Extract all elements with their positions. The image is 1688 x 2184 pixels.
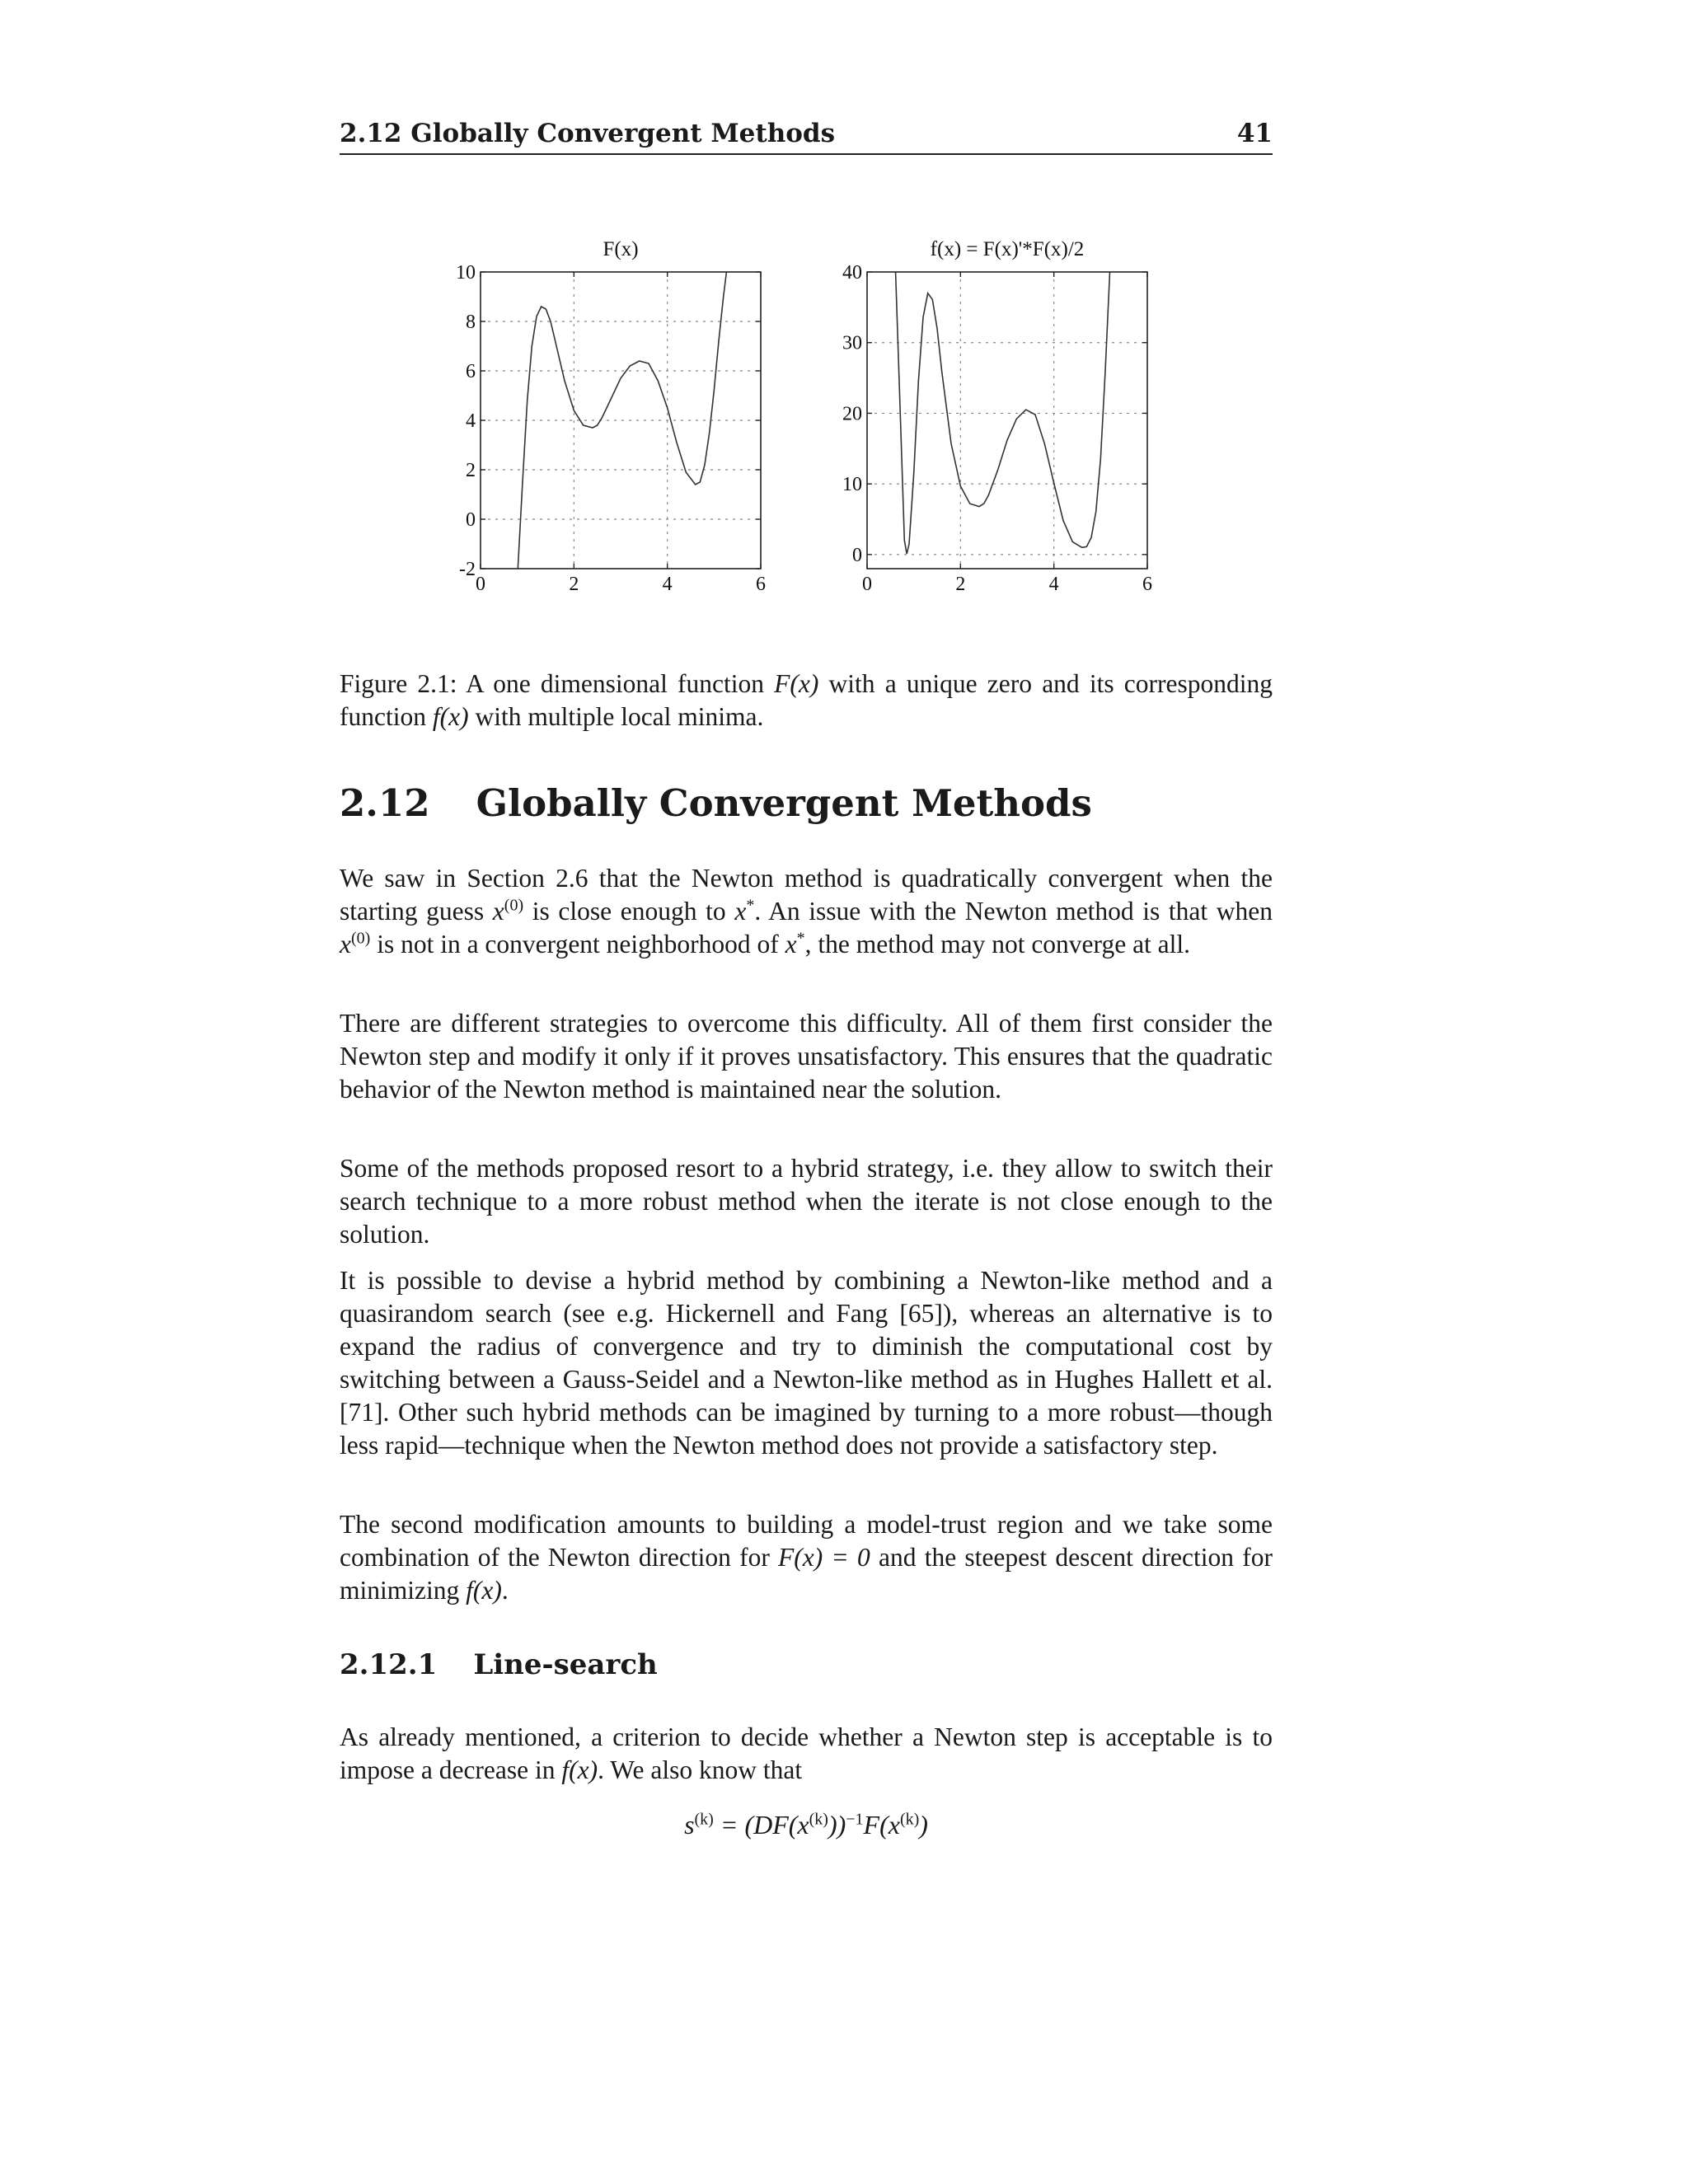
- paragraph-text: The second modification amounts to building a model-trust region and we take some combination of the Newton direction for: [340, 1510, 1273, 1572]
- inline-math: x: [492, 897, 504, 926]
- running-head-title: 2.12 Globally Convergent Methods: [340, 119, 836, 148]
- subsection-number: 2.12.1: [340, 1648, 438, 1681]
- running-head: [340, 119, 1273, 155]
- paragraph-text: .: [501, 1576, 509, 1605]
- inline-math: F(x) = 0: [778, 1543, 870, 1572]
- eq-part: = (DF(x: [713, 1810, 809, 1840]
- inline-math: f(x): [561, 1755, 598, 1784]
- x-tick-label: 2: [955, 574, 966, 595]
- paragraph-text: . An issue with the Newton method is that when: [754, 897, 1273, 926]
- subsection-heading: [340, 1648, 658, 1681]
- subsection-title: Line-search: [473, 1648, 658, 1681]
- superscript: *: [796, 929, 805, 948]
- superscript: (0): [350, 929, 371, 948]
- x-tick-label: 4: [662, 574, 673, 595]
- paragraph-text: and the steepest descent direction for minimizing: [340, 1543, 1273, 1605]
- paragraph-5: [340, 1508, 1273, 1607]
- inline-math: x: [785, 930, 797, 958]
- x-tick-label: 0: [476, 574, 485, 595]
- inline-math: x: [340, 930, 351, 958]
- paragraph-2: There are different strategies to overcome this difficulty. All of them first consider the Newton step and modify it only if it proves unsatisfactory. This ensures that the quadratic behavior of the Newton method is maintained near the solution.: [340, 1009, 1273, 1104]
- section-number: 2.12: [340, 781, 430, 825]
- plot-2: [842, 223, 1152, 595]
- display-equation: [340, 1810, 1273, 1840]
- eq-sup: (k): [694, 1810, 714, 1829]
- eq-part: s: [684, 1810, 695, 1840]
- eq-part: ): [919, 1810, 928, 1840]
- caption-math: F(x): [774, 669, 819, 698]
- figure-2-1: [412, 223, 1203, 610]
- figure-caption: [340, 668, 1273, 733]
- caption-text: with a unique zero and its corresponding function: [340, 669, 1273, 731]
- paragraph-text: is not in a convergent neighborhood of: [370, 930, 785, 958]
- y-tick-label: 20: [842, 403, 862, 425]
- paragraph-text: We saw in Section 2.6 that the Newton method is quadratically convergent when the starting guess: [340, 864, 1273, 926]
- paragraph-1: [340, 862, 1273, 961]
- y-tick-label: 0: [466, 509, 476, 531]
- y-tick-label: 4: [466, 410, 476, 432]
- plot-1: [456, 223, 766, 595]
- caption-label: Figure 2.1:: [340, 669, 457, 698]
- paragraph-6: [340, 1721, 1273, 1787]
- y-tick-label: -2: [459, 559, 476, 580]
- paragraph-3: Some of the methods proposed resort to a hybrid strategy, i.e. they allow to switch their search technique to a more robust method when the iterate is not close enough to the solution.: [340, 1154, 1273, 1249]
- y-tick-label: 0: [852, 544, 862, 566]
- plot-title: F(x): [603, 238, 639, 260]
- x-tick-label: 0: [862, 574, 872, 595]
- figure-plots: [412, 223, 1203, 610]
- inline-math: f(x): [466, 1576, 502, 1605]
- section-heading: [340, 781, 1092, 825]
- page-number: 41: [1236, 119, 1273, 148]
- eq-sup: −1: [846, 1810, 864, 1829]
- y-tick-label: 40: [842, 262, 862, 284]
- paragraph-4: It is possible to devise a hybrid method by combining a Newton-like method and a quasirandom search (see e.g. Hickernell and Fang [65]), whereas an alternative is to expand the radius of convergence and try to diminish the computational cost by switching between a Gauss-Seidel and a Newton-like method as in Hughes Hallett et al. [71]. Other such hybrid methods can be imagined by turning to a more robust—though less rapid—technique when the Newton method does not provide a satisfactory step.: [340, 1266, 1273, 1460]
- y-tick-label: 10: [842, 474, 862, 496]
- plot-frame: [867, 272, 1147, 569]
- series-line: [518, 223, 737, 569]
- paragraph-text: , the method may not converge at all.: [804, 930, 1191, 958]
- y-tick-label: 6: [466, 361, 476, 382]
- paragraph-text: . We also know that: [598, 1755, 803, 1784]
- y-tick-label: 10: [456, 262, 476, 284]
- x-tick-label: 4: [1048, 574, 1059, 595]
- section-title: Globally Convergent Methods: [476, 781, 1092, 825]
- x-tick-label: 2: [569, 574, 579, 595]
- eq-sup: (k): [899, 1810, 920, 1829]
- eq-part: )): [828, 1810, 846, 1840]
- caption-math: f(x): [432, 702, 469, 731]
- y-tick-label: 30: [842, 332, 862, 354]
- caption-text: A one dimensional function: [457, 669, 775, 698]
- paragraph-text: is close enough to: [523, 897, 735, 926]
- caption-text: with multiple local minima.: [468, 702, 764, 731]
- plot-title: f(x) = F(x)'*F(x)/2: [930, 238, 1085, 260]
- y-tick-label: 8: [466, 312, 476, 333]
- x-tick-label: 6: [756, 574, 766, 595]
- x-tick-label: 6: [1142, 574, 1152, 595]
- superscript: *: [746, 896, 755, 915]
- y-tick-label: 2: [466, 460, 476, 481]
- eq-part: F(x: [863, 1810, 900, 1840]
- paragraph-text: As already mentioned, a criterion to decide whether a Newton step is acceptable is to impose a decrease in: [340, 1722, 1273, 1784]
- eq-sup: (k): [809, 1810, 828, 1829]
- superscript: (0): [504, 896, 524, 915]
- inline-math: x: [734, 897, 747, 926]
